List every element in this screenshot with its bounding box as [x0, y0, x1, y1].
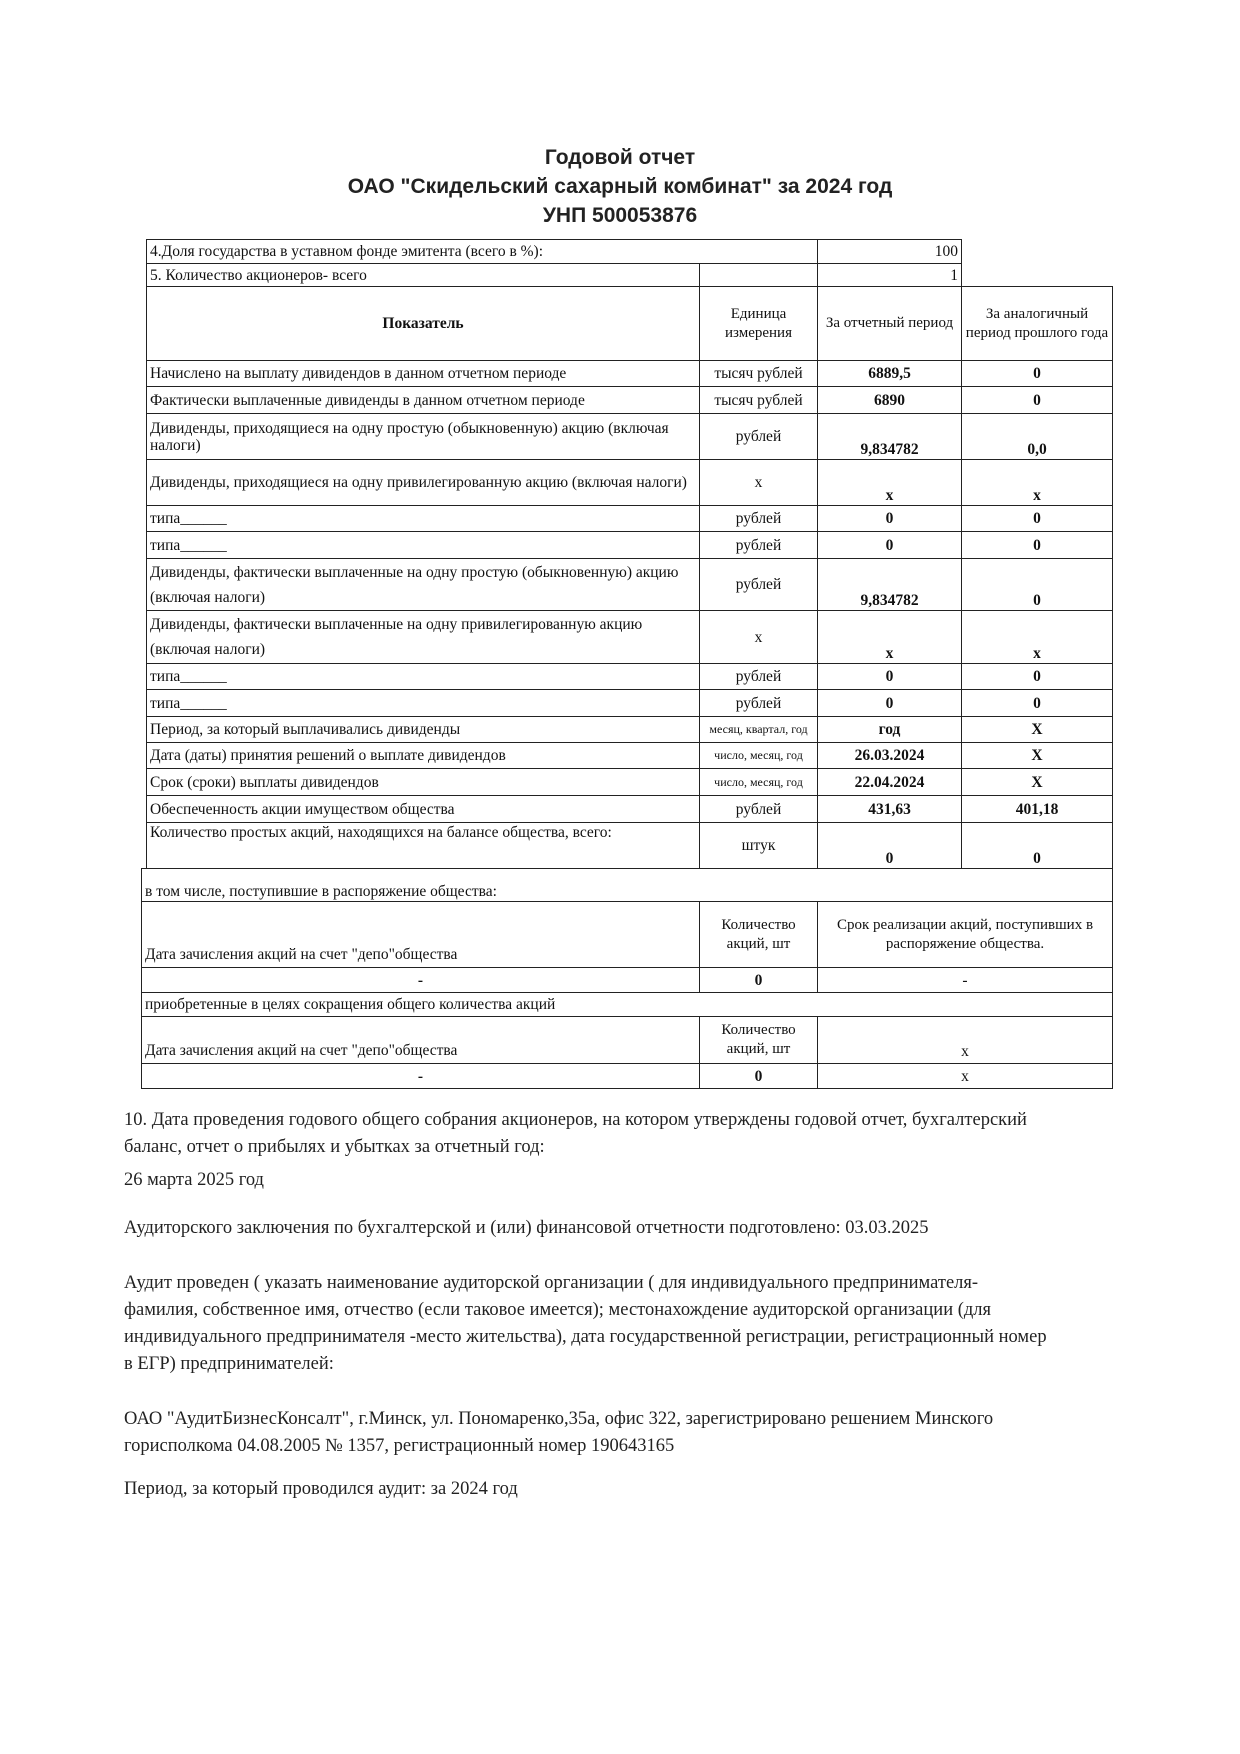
row-previous: 0: [961, 663, 1113, 690]
row-unit: рублей: [699, 413, 818, 460]
row-unit: рублей: [699, 558, 818, 611]
audit-period: Период, за который проводился аудит: за 2024 год: [124, 1479, 518, 1499]
row-unit: число, месяц, год: [699, 742, 818, 769]
shareholders-empty-cell: [699, 263, 818, 287]
row-label: Начислено на выплату дивидендов в данном отчетном периоде: [146, 360, 700, 387]
row-current: 26.03.2024: [817, 742, 962, 769]
received-row-qty: 0: [699, 967, 818, 993]
unp-title: УНП 500053876: [542, 204, 698, 227]
received-row-date: -: [141, 967, 700, 993]
row-current: 9,834782: [817, 413, 962, 460]
row-label: Дивиденды, фактически выплаченные на одну простую (обыкновенную) акцию (включая налоги): [146, 558, 700, 611]
row-current: 6890: [817, 386, 962, 414]
meeting-paragraph: 10. Дата проведения годового общего собрания акционеров, на котором утверждены годовой отчет, бухгалтерский баланс, отчет о прибылях и убытках за отчетный год:: [124, 1110, 1027, 1157]
row-unit: рублей: [699, 663, 818, 690]
row-previous: 0: [961, 505, 1113, 532]
row-unit: рублей: [699, 689, 818, 717]
acquired-x-header: х: [817, 1016, 1113, 1064]
row-label: Обеспеченность акции имуществом общества: [146, 795, 700, 823]
row-previous: 0: [961, 822, 1113, 869]
acquired-date-header: Дата зачисления акций на счет "депо"общества: [141, 1016, 700, 1064]
auditor-paragraph: ОАО "АудитБизнесКонсалт", г.Минск, ул. Пономаренко,35а, офис 322, зарегистрировано решением Минского горисполкома 04.08.2005 № 1357, регистрационный номер 190643165: [124, 1409, 994, 1456]
row-current: год: [817, 716, 962, 743]
shareholders-value: 1: [817, 263, 962, 287]
row-current: х: [817, 610, 962, 664]
row-label: Дивиденды, приходящиеся на одну привилегированную акцию (включая налоги): [146, 459, 700, 506]
row-previous: 0: [961, 531, 1113, 559]
meeting-date: 26 марта 2025 год: [124, 1170, 264, 1190]
row-label: Дивиденды, фактически выплаченные на одну привилегированную акцию (включая налоги): [146, 610, 700, 664]
row-previous: 0,0: [961, 413, 1113, 460]
row-current: 431,63: [817, 795, 962, 823]
row-current: 0: [817, 663, 962, 690]
company-title: ОАО "Скидельский сахарный комбинат" за 2024 год: [347, 175, 893, 198]
row-current: 0: [817, 531, 962, 559]
row-current: 6889,5: [817, 360, 962, 387]
acquired-row-qty: 0: [699, 1063, 818, 1089]
received-term-header: Срок реализации акций, поступивших в распоряжение общества.: [817, 901, 1113, 968]
row-previous: 0: [961, 360, 1113, 387]
row-unit: х: [699, 459, 818, 506]
acquired-qty-header: Количество акций, шт: [699, 1016, 818, 1064]
row-label: типа______: [146, 663, 700, 690]
row-previous: х: [961, 610, 1113, 664]
row-current: 22.04.2024: [817, 768, 962, 796]
row-current: 9,834782: [817, 558, 962, 611]
row-label: Дата (даты) принятия решений о выплате дивидендов: [146, 742, 700, 769]
row-label: типа______: [146, 531, 700, 559]
acquired-section-title: приобретенные в целях сокращения общего количества акций: [141, 992, 1113, 1017]
state-share-label: 4.Доля государства в уставном фонде эмитента (всего в %):: [146, 239, 818, 264]
shareholders-label: 5. Количество акционеров- всего: [146, 263, 700, 287]
row-previous: х: [961, 459, 1113, 506]
row-previous: 0: [961, 558, 1113, 611]
column-header-unit: Единица измерения: [699, 286, 818, 361]
row-label: Фактически выплаченные дивиденды в данном отчетном периоде: [146, 386, 700, 414]
state-share-value: 100: [817, 239, 962, 264]
row-previous: 0: [961, 386, 1113, 414]
row-unit: тысяч рублей: [699, 360, 818, 387]
column-header-previous: За аналогичный период прошлого года: [961, 286, 1113, 361]
row-label: Период, за который выплачивались дивиденды: [146, 716, 700, 743]
acquired-row-date: -: [141, 1063, 700, 1089]
row-unit: рублей: [699, 531, 818, 559]
row-previous: Х: [961, 768, 1113, 796]
audit-note-paragraph: Аудит проведен ( указать наименование аудиторской организации ( для индивидуального предпринимателя- фамилия, собственное имя, отчество (если таковое имеется); местонахождение аудиторской организации (для индивидуального предпринимателя -место жительства), дата государственной регистрации, регистрационный номер в ЕГР) предпринимателей:: [124, 1273, 1047, 1374]
row-label: Количество простых акций, находящихся на балансе общества, всего:: [146, 822, 700, 869]
received-date-header: Дата зачисления акций на счет "депо"общества: [141, 901, 700, 968]
column-header-current: За отчетный период: [817, 286, 962, 361]
row-unit: х: [699, 610, 818, 664]
row-current: 0: [817, 689, 962, 717]
row-label: Дивиденды, приходящиеся на одну простую (обыкновенную) акцию (включая налоги): [146, 413, 700, 460]
row-current: х: [817, 459, 962, 506]
report-title: Годовой отчет: [544, 146, 696, 169]
row-previous: Х: [961, 742, 1113, 769]
row-unit: тысяч рублей: [699, 386, 818, 414]
row-label: Срок (сроки) выплаты дивидендов: [146, 768, 700, 796]
row-previous: 401,18: [961, 795, 1113, 823]
row-unit: месяц, квартал, год: [699, 716, 818, 743]
acquired-row-x: х: [817, 1063, 1113, 1089]
received-section-title: в том числе, поступившие в распоряжение общества:: [141, 868, 1113, 902]
row-unit: рублей: [699, 505, 818, 532]
row-label: типа______: [146, 505, 700, 532]
received-qty-header: Количество акций, шт: [699, 901, 818, 968]
received-row-term: -: [817, 967, 1113, 993]
row-unit: рублей: [699, 795, 818, 823]
row-label: типа______: [146, 689, 700, 717]
column-header-indicator: Показатель: [146, 286, 700, 361]
row-previous: Х: [961, 716, 1113, 743]
row-unit: число, месяц, год: [699, 768, 818, 796]
row-current: 0: [817, 505, 962, 532]
row-current: 0: [817, 822, 962, 869]
audit-report-date: Аудиторского заключения по бухгалтерской и (или) финансовой отчетности подготовлено: 03.03.2025: [124, 1218, 929, 1238]
row-previous: 0: [961, 689, 1113, 717]
row-unit: штук: [699, 822, 818, 869]
